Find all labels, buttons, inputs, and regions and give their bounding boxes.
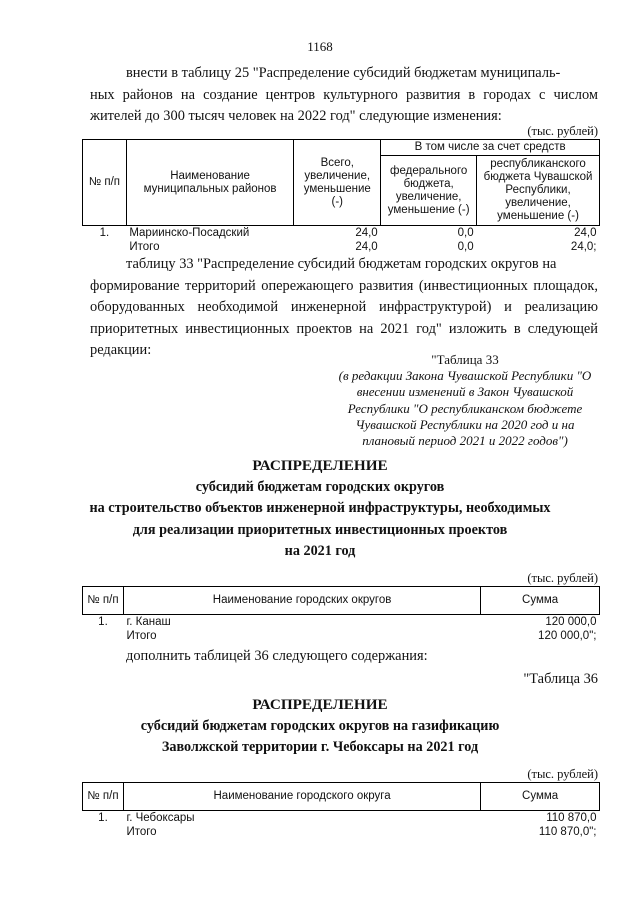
row-total: 24,0 [355, 241, 378, 253]
row-federal: 0,0 [457, 227, 474, 239]
page-number: 1168 [307, 39, 333, 54]
table33-paragraph-rest: формирование территорий опережающего развития (инвестиционных площадок, оборудованных необходимой инженерной инфраструктурой) и реализацию приоритетных инвестиционных проектов на 2021 год" изложить в следующей редакции: [90, 277, 598, 358]
table-row [83, 240, 600, 254]
row-num: 1. [98, 616, 108, 628]
table-row [83, 811, 600, 826]
row-sum: 110 870,0"; [538, 826, 597, 838]
table33-note [330, 352, 600, 449]
table25-units: (тыс. рублей) [527, 124, 598, 138]
table33-heading [0, 455, 640, 563]
table25-header-group: В том числе за счет средств [381, 140, 600, 156]
row-total: 24,0 [355, 227, 378, 239]
table33-heading-line: на строительство объектов инженерной инфраструктуры, необходимых [89, 500, 551, 516]
table33-note-edition: (в редакции Закона Чувашской Республики "О внесении изменений в Закон Чувашской Республики "О республиканском бюджете Чувашской Республики на 2020 год и на плановый период 2021 и 2022 годов") [338, 368, 592, 449]
intro-paragraph [90, 63, 598, 128]
table25-header-federal: федерального бюджета, увеличение, уменьшение (-) [381, 156, 477, 226]
row-num [83, 629, 124, 643]
intro-paragraph-rest: ных районов на создание центров культурного развития в городах с числом жителей до 300 тысяч человек на 2022 год" следующие изменения: [90, 86, 598, 124]
table36-units: (тыс. рублей) [527, 767, 598, 781]
table36-header-name: Наименование городского округа [123, 783, 480, 811]
table36-heading [0, 694, 640, 759]
table33-heading-title: РАСПРЕДЕЛЕНИЕ [252, 457, 388, 474]
intro-paragraph-first-line: внести в таблицу 25 "Распределение субсидий бюджетам муниципаль- [126, 65, 561, 81]
table33-header-name: Наименование городских округов [123, 587, 480, 615]
table-row [83, 615, 600, 630]
table-row [83, 629, 600, 643]
table33-header-num: № п/п [83, 587, 124, 615]
table-row [83, 226, 600, 241]
table36-intro: дополнить таблицей 36 следующего содержания: [126, 648, 428, 664]
row-sum: 110 870,0 [546, 812, 597, 824]
row-republic: 24,0; [570, 241, 597, 253]
table25-header-republic: республиканского бюджета Чувашской Республики, увеличение, уменьшение (-) [477, 156, 600, 226]
table33-heading-line: субсидий бюджетам городских округов [195, 478, 445, 495]
table36 [82, 782, 600, 839]
table25-header-total: Всего, увеличение, уменьшение (-) [294, 140, 381, 226]
row-republic: 24,0 [574, 227, 597, 239]
table33-heading-line: для реализации приоритетных инвестиционных проектов [132, 521, 508, 538]
row-name: Итого [129, 241, 160, 253]
row-name: г. Канаш [126, 616, 171, 628]
row-sum: 120 000,0 [545, 616, 597, 628]
table36-heading-line: Заволжской территории г. Чебоксары на 2021 год [161, 739, 479, 755]
table33 [82, 586, 600, 643]
row-name: Итого [126, 826, 157, 838]
table36-heading-line: субсидий бюджетам городских округов на газификацию [140, 717, 500, 734]
table25-header-name: Наименование муниципальных районов [126, 140, 293, 226]
table33-units: (тыс. рублей) [527, 571, 598, 585]
row-name: Итого [126, 630, 157, 642]
table33-paragraph-first-line: таблицу 33 "Распределение субсидий бюджетам городских округов на [126, 256, 557, 272]
table-row [83, 825, 600, 839]
row-federal: 0,0 [457, 241, 474, 253]
table36-label: "Таблица 36 [523, 671, 598, 687]
table25 [82, 139, 600, 254]
table33-heading-line: на 2021 год [284, 543, 356, 559]
table33-paragraph [90, 254, 598, 362]
table33-note-label: "Таблица 33 [431, 352, 499, 367]
table36-header-num: № п/п [83, 783, 124, 811]
table36-header-sum: Сумма [481, 783, 600, 811]
row-name: г. Чебоксары [126, 812, 195, 824]
row-name: Мариинско-Посадский [129, 227, 250, 239]
row-sum: 120 000,0"; [538, 630, 597, 642]
row-num: 1. [98, 812, 108, 824]
row-num [83, 240, 127, 254]
table33-header-sum: Сумма [481, 587, 600, 615]
table36-heading-title: РАСПРЕДЕЛЕНИЕ [252, 696, 388, 713]
row-num [83, 825, 124, 839]
row-num: 1. [99, 227, 110, 239]
table25-header-num: № п/п [83, 140, 127, 226]
